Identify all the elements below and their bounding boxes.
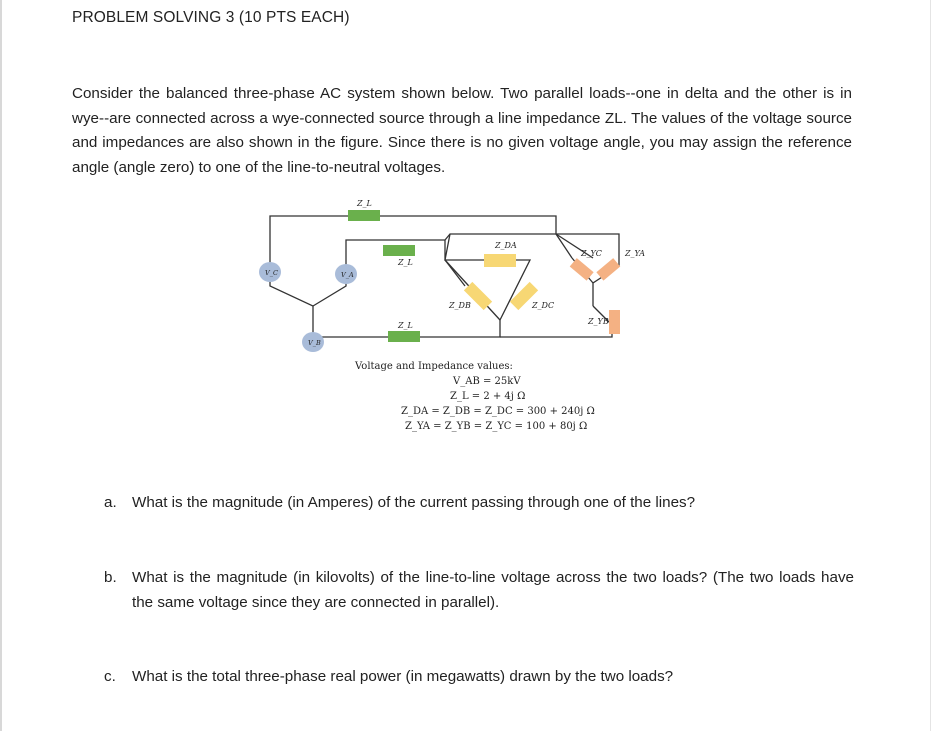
zl-top-impedance: [348, 210, 380, 221]
label-zya: Z_YA: [625, 249, 645, 258]
wye-b-wire: [500, 325, 612, 337]
value-zd: Z_DA = Z_DB = Z_DC = 300 + 240j Ω: [401, 406, 595, 417]
label-zl-top: Z_L: [357, 199, 372, 208]
value-vab: V_AB = 25kV: [453, 376, 521, 387]
label-zl-bot: Z_L: [398, 321, 413, 330]
zya-impedance: [596, 258, 620, 281]
label-zda: Z_DA: [495, 241, 517, 250]
label-zyb: Z_YB: [588, 317, 609, 326]
question-c-letter: c.: [104, 668, 116, 685]
problem-statement: Consider the balanced three-phase AC system shown below. Two parallel loads--one in delta and the other is in wye--are connected across a wye-connected source through a line impedance ZL. The values of the voltage source and impedances are also shown in the figure. Since there is no given voltage angle, you may assign the reference angle (angle zero) to one of the line-to-neutral voltages.: [72, 85, 852, 176]
zl-bot-impedance: [388, 331, 420, 342]
circuit-wires: [270, 216, 619, 337]
source-wire-c: [270, 276, 313, 337]
label-zl-mid: Z_L: [398, 258, 413, 267]
question-b-letter: b.: [104, 569, 117, 586]
label-zdc: Z_DC: [532, 301, 555, 310]
value-zy: Z_YA = Z_YB = Z_YC = 100 + 80j Ω: [405, 421, 588, 432]
zyb-impedance: [609, 310, 620, 334]
problem-title: PROBLEM SOLVING 3 (10 PTS EACH): [72, 9, 350, 26]
zyc-impedance: [570, 258, 594, 281]
label-zdb: Z_DB: [449, 301, 471, 310]
page-right-edge: [930, 0, 931, 731]
page-left-edge: [0, 0, 2, 731]
circuit-diagram: [240, 190, 645, 356]
values-heading: Voltage and Impedance values:: [355, 361, 513, 372]
zda-impedance: [484, 254, 516, 267]
question-a-text: What is the magnitude (in Amperes) of the current passing through one of the lines?: [132, 494, 696, 511]
question-a-letter: a.: [104, 494, 117, 511]
zl-mid-impedance: [383, 245, 415, 256]
label-vb: V_B: [308, 339, 321, 347]
label-zyc: Z_YC: [581, 249, 602, 258]
value-zl: Z_L = 2 + 4j Ω: [450, 391, 526, 402]
question-c-text: What is the total three-phase real power (in megawatts) drawn by the two loads?: [132, 668, 674, 685]
label-va: V_A: [341, 271, 354, 279]
label-vc: V_C: [265, 269, 278, 277]
question-b-text: What is the magnitude (in kilovolts) of the line-to-line voltage across the two loads? (The two loads have the same voltage since they are connected in parallel).: [132, 569, 854, 611]
